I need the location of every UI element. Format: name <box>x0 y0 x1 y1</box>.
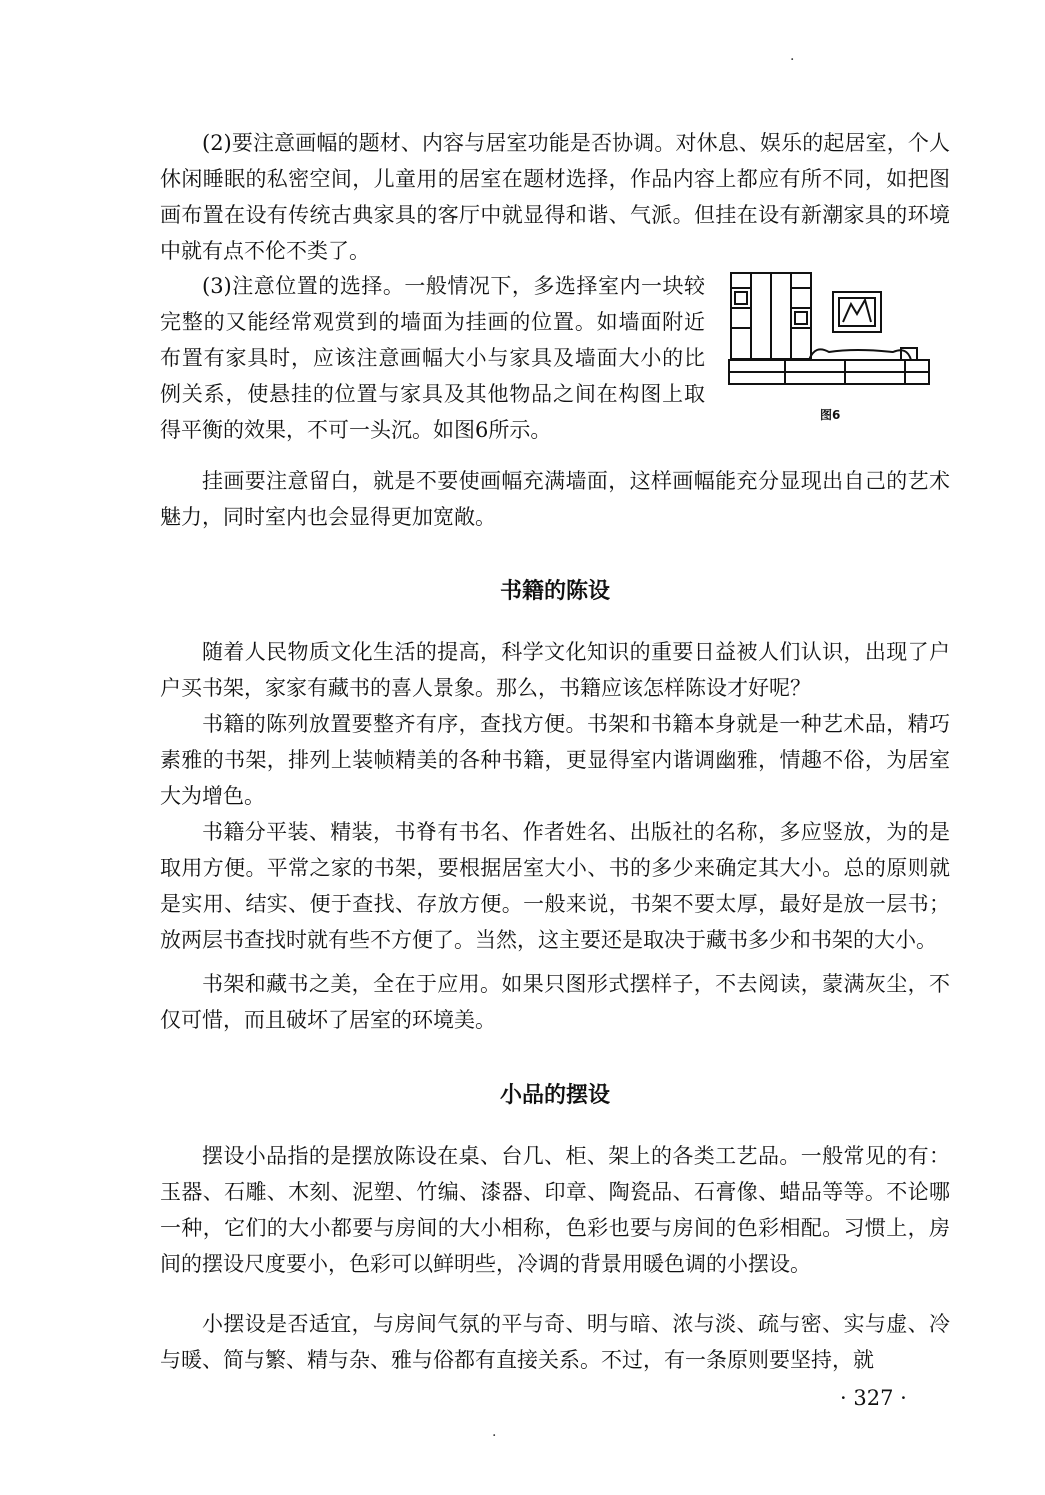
room-illustration-icon <box>725 268 955 393</box>
paragraph-painting-position: (3)注意位置的选择。一般情况下，多选择室内一块较完整的又能经常观赏到的墙面为挂画的位置。如墙面附近布置有家具时，应该注意画幅大小与家具及墙面大小的比例关系，使悬挂的位置与家具及其他物品之间在构图上取得平衡的效果，不可一头沉。如图6所示。 <box>160 274 705 442</box>
paragraph-books-arrangement: 书籍的陈列放置要整齐有序，查找方便。书架和书籍本身就是一种艺术品，精巧素雅的书架，排列上装帧精美的各种书籍，更显得室内谐调幽雅，情趣不俗，为居室大为增色。 <box>160 712 950 808</box>
paragraph-books-binding: 书籍分平装、精装，书脊有书名、作者姓名、出版社的名称，多应竖放，为的是取用方便。平常之家的书架，要根据居室大小、书的多少来确定其大小。总的原则就是实用、结实、便于查找、存放方便。一般来说，书架不要太厚，最好是放一层书；放两层书查找时就有些不方便了。当然，这主要还是取决于藏书多少和书架的大小。 <box>160 820 950 952</box>
paragraph-ornaments-definition: 摆设小品指的是摆放陈设在桌、台几、柜、架上的各类工艺品。一般常见的有：玉器、石雕、木刻、泥塑、竹编、漆器、印章、陶瓷品、石膏像、蜡品等等。不论哪一种，它们的大小都要与房间的大小相称，色彩也要与房间的色彩相配。习惯上，房间的摆设尺度要小，色彩可以鲜明些，冷调的背景用暖色调的小摆设。 <box>160 1144 950 1276</box>
paragraph-ornaments-suitability: 小摆设是否适宜，与房间气氛的平与奇、明与暗、浓与淡、疏与密、实与虚、冷与暖、简与繁、精与杂、雅与俗都有直接关系。不过，有一条原则要坚持，就 <box>160 1312 950 1372</box>
scan-dot: · <box>492 1428 497 1444</box>
section-title-books: 书籍的陈设 <box>499 579 610 604</box>
figure-caption: 图6 <box>820 408 841 422</box>
paragraph-painting-whitespace: 挂画要注意留白，就是不要使画幅充满墙面，这样画幅能充分显现出自己的艺术魅力，同时室内也会显得更加宽敞。 <box>160 469 950 529</box>
section-title-ornaments: 小品的摆设 <box>499 1083 610 1108</box>
paragraph-books-beauty: 书架和藏书之美，全在于应用。如果只图形式摆样子，不去阅读，蒙满灰尘，不仅可惜，而且破坏了居室的环境美。 <box>160 972 950 1032</box>
scan-dot: · <box>790 52 795 68</box>
page-number: · 327 · <box>840 1386 907 1410</box>
paragraph-books-intro: 随着人民物质文化生活的提高，科学文化知识的重要日益被人们认识，出现了户户买书架，家家有藏书的喜人景象。那么，书籍应该怎样陈设才好呢？ <box>160 640 950 700</box>
paragraph-painting-theme: (2)要注意画幅的题材、内容与居室功能是否协调。对休息、娱乐的起居室，个人休闲睡眠的私密空间，儿童用的居室在题材选择，作品内容上都应有所不同，如把图画布置在设有传统古典家具的客厅中就显得和谐、气派。但挂在设有新潮家具的环境中就有点不伦不类了。 <box>160 131 950 263</box>
figure-6 <box>725 268 955 397</box>
